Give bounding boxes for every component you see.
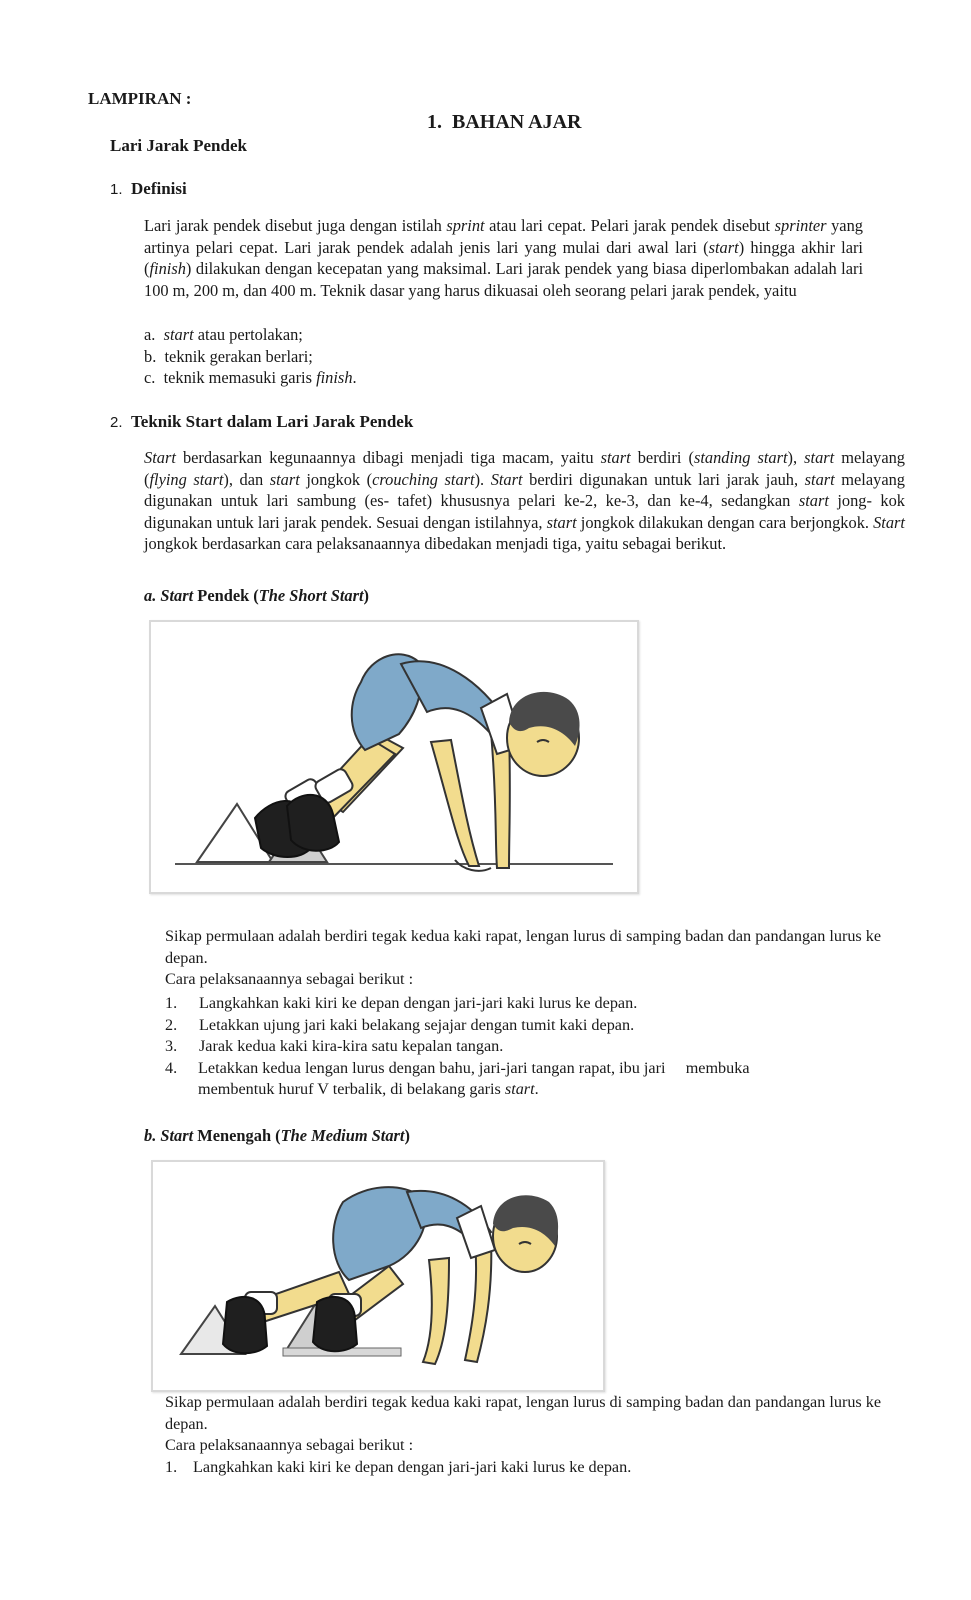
section1-paragraph [144,215,863,301]
sub-b-heading [144,1125,410,1147]
italic-text: flying start [149,469,224,489]
text-run: ) [363,586,370,605]
medium-start-illustration [151,1160,605,1392]
text-run: . [352,368,357,388]
text-run: jongkok ( [299,469,373,489]
italic-text: Start [144,448,176,467]
section1-list-item: c. teknik memasuki garis finish. [144,368,357,388]
section2-heading [110,411,413,434]
text-run: Pendek ( [193,586,259,605]
text-run: jongkok berdasarkan cara pelaksanaannya dibedakan menjadi tiga, yaitu sebagai berikut. [144,534,727,554]
bahan-ajar-number: 1. [427,111,442,133]
text-run: jong- kok digunakan untuk lari jarak pendek. Sesuai dengan istilahnya, [144,491,905,532]
text-run: ), [787,448,805,467]
text-run: melayang digunakan untuk lari sambung (es- tafet) khususnya pelari ke-2, ke-3, dan ke-4, sedangkan [144,469,906,511]
sub-b-step: 1. Langkahkan kaki kiri ke depan dengan jari-jari kaki lurus ke depan. [165,1458,632,1476]
subtitle: Lari Jarak Pendek [110,136,247,155]
text-run: Langkahkan kaki kiri ke depan dengan jari-jari kaki lurus ke depan. [193,1458,632,1476]
short-start-illustration [149,620,639,894]
sub-a-cara: Cara pelaksanaannya sebagai berikut : [165,970,414,988]
text-run: ) [404,1126,410,1145]
italic-text: finish [316,368,353,388]
italic-text: finish [149,259,186,279]
text-run: Menengah ( [193,1126,281,1145]
text-run: jongkok dilakukan dengan cara berjongkok. [576,512,874,532]
italic-text: Start [873,512,905,532]
italic-text: a. Start [144,586,194,605]
section1-title: Definisi [131,179,187,198]
text-run: atau pertolakan; [193,325,303,344]
sub-a-description: Sikap permulaan adalah berdiri tegak kedua kaki rapat, lengan lurus di samping badan dan pandangan lurus ke depan. [165,927,882,967]
italic-text: crouching start [372,469,475,489]
text-run: Lari jarak pendek disebut juga dengan istilah [144,216,447,235]
sub-a-step: 2. Letakkan ujung jari kaki belakang sejajar dengan tumit kaki depan. [165,1015,635,1034]
italic-text: sprinter [774,216,827,235]
italic-text: Start [490,469,523,489]
section2-number: 2. [110,414,123,431]
section1-list-item: a. start atau pertolakan; [144,325,303,344]
section1-list-item: b. teknik gerakan berlari; [144,346,313,366]
text-run: melayang ( [144,448,905,489]
section1-list [144,324,357,389]
italic-text: start [804,469,835,489]
italic-text: The Medium Start [280,1126,405,1145]
text-run: ) hingga akhir lari ( [144,237,863,279]
italic-text: start [163,325,194,344]
sub-b-steps [165,1457,631,1479]
italic-text: b. Start [144,1126,194,1145]
italic-text: start [798,491,829,511]
sub-a-heading [144,585,369,607]
text-run: Jarak kedua kaki kira-kira satu kepalan tangan. [199,1037,504,1056]
text-run: berdasarkan kegunaannya dibagi menjadi tiga macam, yaitu [175,448,601,467]
italic-text: start [546,512,577,532]
bahan-ajar-title [427,112,581,134]
lampiran-label: LAMPIRAN : [88,89,192,108]
italic-text: start [504,1080,535,1099]
sub-a-step: 4. Letakkan kedua lengan lurus dengan bahu, jari-jari tangan rapat, ibu jari membuka [165,1058,750,1077]
text-run: ). [474,469,491,489]
section1-number: 1. [110,181,123,198]
bahan-ajar-text: BAHAN AJAR [452,111,582,133]
text-run: ), dan [223,469,270,489]
italic-text: The Short Start [258,586,364,605]
text-run: yang artinya pelari cepat. Lari jarak pendek adalah jenis lari yang mulai dari awal lari ( [144,216,863,257]
text-run: . [534,1080,539,1099]
section2-paragraph [144,447,905,555]
text-run: Letakkan ujung jari kaki belakang sejajar dengan tumit kaki depan. [199,1015,635,1034]
italic-text: start [600,448,631,467]
text-run: Letakkan kedua lengan lurus dengan bahu, jari-jari tangan rapat, ibu jari membuka [198,1058,750,1077]
sub-a-steps [165,993,750,1101]
sub-b-cara: Cara pelaksanaannya sebagai berikut : [165,1436,414,1454]
sub-a-step: 3. Jarak kedua kaki kira-kira satu kepalan tangan. [165,1037,504,1056]
italic-text: standing start [693,448,788,467]
text-run: teknik gerakan berlari; [164,346,313,366]
section2-title: Teknik Start dalam Lari Jarak Pendek [131,412,414,431]
italic-text: start [708,237,739,257]
text-run: berdiri ( [630,448,694,467]
section1-heading [110,178,187,201]
italic-text: start [269,469,300,489]
text-run: atau lari cepat. Pelari jarak pendek disebut [484,216,775,235]
sub-a-step-continuation [165,1079,750,1101]
text-run: membentuk huruf V terbalik, di belakang garis [198,1080,505,1099]
text-run: Langkahkan kaki kiri ke depan dengan jari-jari kaki lurus ke depan. [199,994,638,1012]
text-run: ) dilakukan dengan kecepatan yang maksimal. Lari jarak pendek yang biasa diperlombakan adalah lari 100 m, 200 m, dan 400 m. Teknik dasar yang harus dikuasai oleh seorang pelari jarak pendek, yaitu [144,259,863,300]
text-run: teknik memasuki garis [163,368,317,388]
italic-text: start [804,448,835,467]
sub-b-description: Sikap permulaan adalah berdiri tegak kedua kaki rapat, lengan lurus di samping badan dan pandangan lurus ke depan. [165,1393,882,1433]
text-run: berdiri digunakan untuk lari jarak jauh, [522,469,805,489]
sub-a-step: 1. Langkahkan kaki kiri ke depan dengan jari-jari kaki lurus ke depan. [165,994,638,1012]
italic-text: sprint [446,216,485,235]
